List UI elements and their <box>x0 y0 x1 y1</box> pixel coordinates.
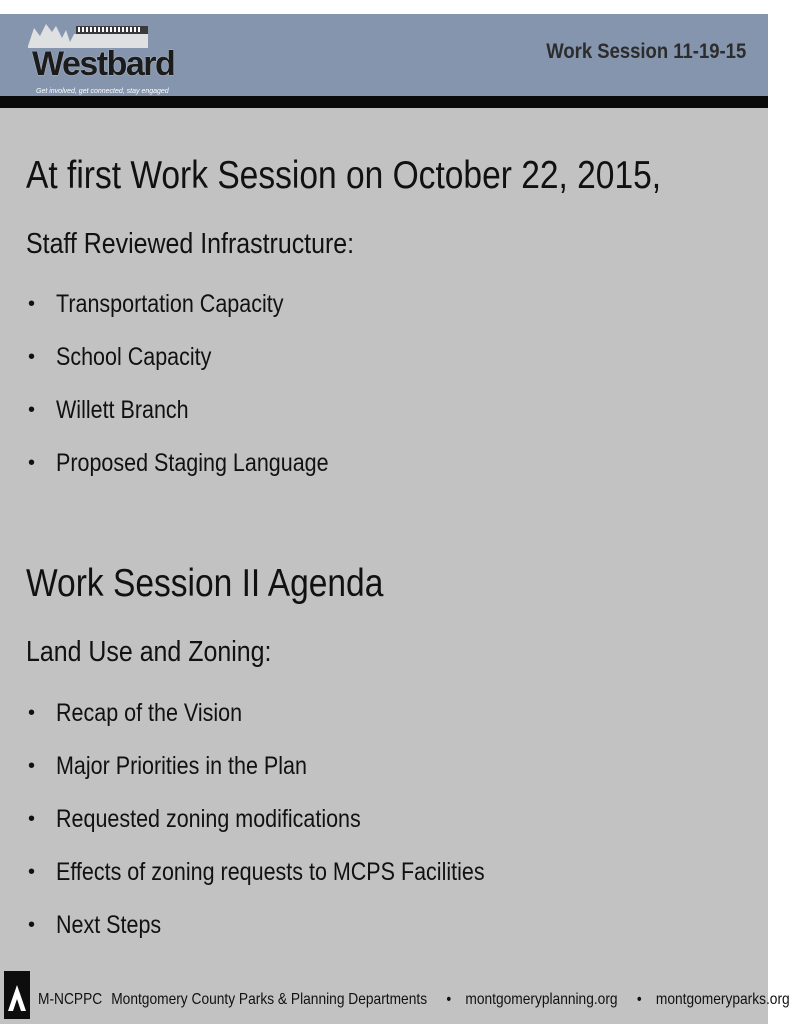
footer-separator: • <box>446 991 452 1008</box>
mncppc-logo-icon <box>4 971 30 1019</box>
section1-heading: At first Work Session on October 22, 2015, <box>26 154 662 197</box>
bullet-icon: • <box>28 914 36 936</box>
westbard-logo <box>22 14 175 108</box>
footer-org: M-NCPPC <box>38 991 103 1008</box>
footer-separator: • <box>636 991 642 1008</box>
section1-subheading: Staff Reviewed Infrastructure: <box>26 228 355 260</box>
bullet-icon: • <box>28 702 36 724</box>
section2-subheading: Land Use and Zoning: <box>26 636 272 668</box>
footer-link-planning[interactable]: montgomeryplanning.org <box>465 991 618 1008</box>
bullet-icon: • <box>28 346 36 368</box>
footer-departments: Montgomery County Parks & Planning Departments <box>111 991 428 1008</box>
footer-link-parks[interactable]: montgomeryparks.org <box>655 991 790 1008</box>
footer-text <box>38 991 795 1009</box>
bullet-icon: • <box>28 293 36 315</box>
bullet-icon: • <box>28 399 36 421</box>
bullet-icon: • <box>28 755 36 777</box>
section2-heading: Work Session II Agenda <box>26 562 384 605</box>
session-label: Work Session 11-19-15 <box>546 40 746 63</box>
footer <box>0 971 790 1024</box>
logo-wordmark: Westbard <box>32 45 175 83</box>
bullet-icon: • <box>28 861 36 883</box>
bullet-icon: • <box>28 808 36 830</box>
logo-tagline: Get involved, get connected, stay engaged <box>36 88 169 95</box>
bullet-icon: • <box>28 452 36 474</box>
slide: Westbard Get involved, get connected, stay engaged Work Session 11-19-15 At first Work Session on October 22, 2015, Staff Reviewed Infrastructure: • Transportation Capacity • School Capacity • Willett Branch • Proposed Staging Language Work Session II Agenda Land Use and Zoning: • Recap of the Vision • Major Priorities in the Plan • Requested zoning modifications • Effects of zoning requests to MCPS Facilities • Next Steps M-NCPPC Montgomery County Parks & Planning Departments • montgomeryplanning.org • montgomeryparks.org <box>0 14 768 1010</box>
